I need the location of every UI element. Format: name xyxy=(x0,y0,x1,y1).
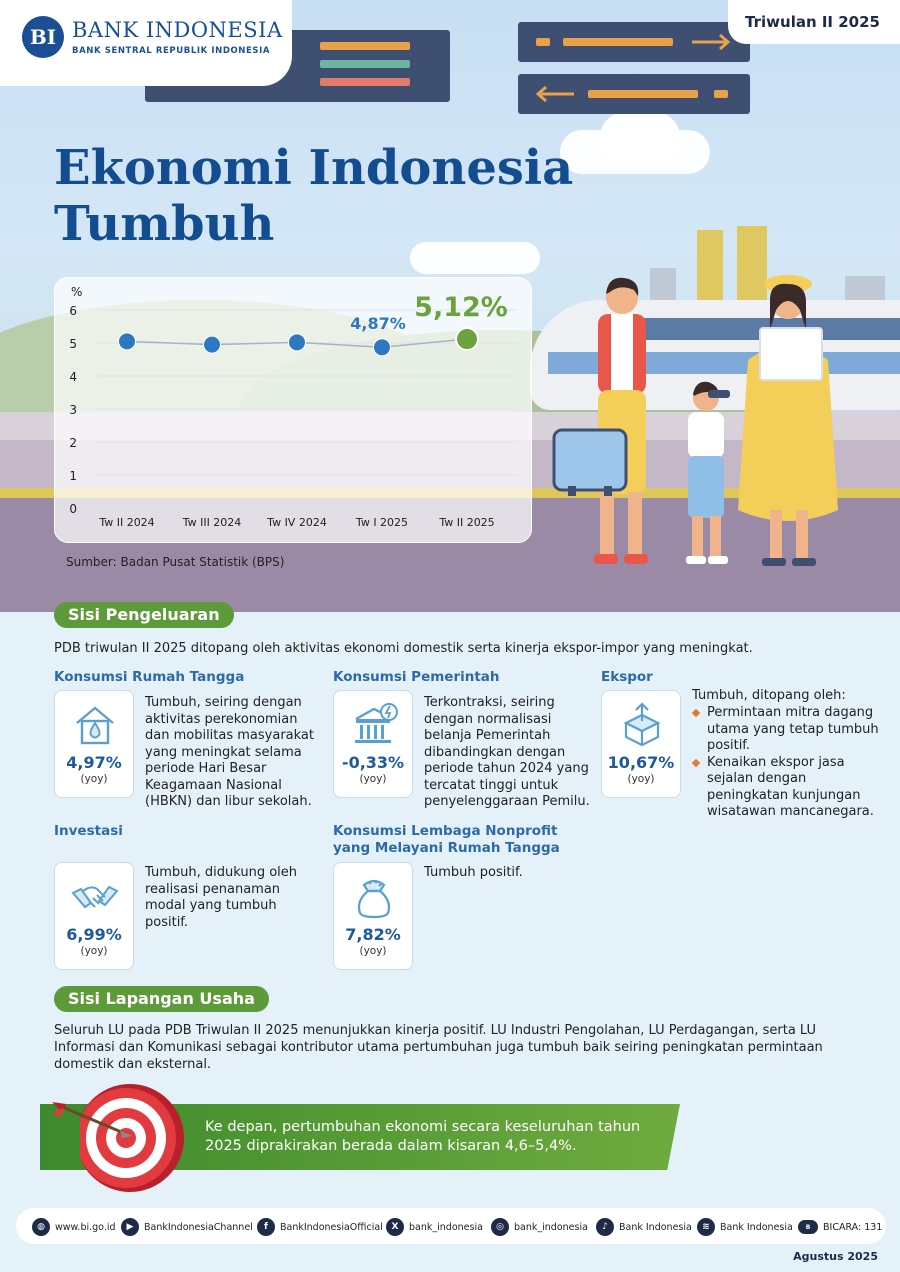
data-point xyxy=(289,334,306,351)
data-point xyxy=(456,328,478,350)
category-description: Tumbuh, seiring dengan aktivitas perekonomian dan mobilitas masyarakat yang meningkat selama periode Hari Besar Keagamaan Nasional (HBKN) dan libur sekolah. xyxy=(145,695,314,809)
category-description: Tumbuh, ditopang oleh: xyxy=(692,688,846,703)
gdp-growth-chart xyxy=(54,277,532,543)
stat-card xyxy=(54,690,134,798)
stat-card xyxy=(601,690,681,798)
bank-subtitle: BANK SENTRAL REPUBLIK INDONESIA xyxy=(72,46,271,56)
building xyxy=(845,276,885,300)
chart-source: Sumber: Badan Pusat Statistik (BPS) xyxy=(66,555,285,569)
globe-icon: ◍ xyxy=(32,1218,50,1236)
list-item: Kenaikan ekspor jasa sejalan dengan peningkatan kunjungan wisatawan mancanegara. xyxy=(692,755,882,821)
x-icon: X xyxy=(386,1218,404,1236)
category-description: Tumbuh positif. xyxy=(424,865,523,880)
arrow-right-icon xyxy=(690,32,734,52)
section-title-lapangan-usaha: Sisi Lapangan Usaha xyxy=(54,986,269,1012)
sack-icon xyxy=(350,873,398,921)
footer-link-label: Bank Indonesia xyxy=(619,1221,692,1233)
y-tick-label: 0 xyxy=(69,502,77,516)
data-label: 4,87% xyxy=(350,314,406,333)
x-tick-label: Tw III 2024 xyxy=(182,516,242,529)
category-title: Ekspor xyxy=(601,669,653,685)
footer-link-youtube[interactable] xyxy=(121,1217,253,1237)
stat-unit: (yoy) xyxy=(80,945,108,957)
category-description: Tumbuh, didukung oleh realisasi penanaman modal yang tumbuh positif. xyxy=(145,865,298,930)
spotify-icon: ≋ xyxy=(697,1218,715,1236)
tiktok-icon: ♪ xyxy=(596,1218,614,1236)
data-point xyxy=(119,333,136,350)
footer-link-instagram[interactable] xyxy=(491,1217,588,1237)
stat-unit: (yoy) xyxy=(80,773,108,785)
data-point xyxy=(374,339,391,356)
footer-link-label: Bank Indonesia xyxy=(720,1221,793,1233)
data-label: 5,12% xyxy=(414,292,508,323)
youtube-icon: ▶ xyxy=(121,1218,139,1236)
category-title: Konsumsi Pemerintah xyxy=(333,669,500,685)
stat-card xyxy=(54,862,134,970)
footer-link-spotify[interactable] xyxy=(697,1217,793,1237)
cloud xyxy=(600,112,680,162)
x-tick-label: Tw IV 2024 xyxy=(267,516,327,529)
period-label: Triwulan II 2025 xyxy=(745,13,880,31)
bicara-icon: B xyxy=(798,1220,818,1234)
y-tick-label: 6 xyxy=(69,304,77,318)
outlook-text: Ke depan, pertumbuhan ekonomi secara keseluruhan tahun 2025 diprakirakan berada dalam kisaran 4,6–5,4%. xyxy=(205,1119,641,1154)
stat-value: 6,99% xyxy=(66,925,122,944)
dart-icon xyxy=(50,1100,134,1142)
section-intro: PDB triwulan II 2025 ditopang oleh aktivitas ekonomi domestik serta kinerja ekspor-impor yang meningkat. xyxy=(54,641,753,656)
category-title: Konsumsi Rumah Tangga xyxy=(54,669,245,685)
publication-date: Agustus 2025 xyxy=(793,1250,878,1263)
footer-link-label: BankIndonesiaChannel xyxy=(144,1221,253,1233)
y-axis-unit-label: % xyxy=(71,285,83,299)
section-body: Seluruh LU pada PDB Triwulan II 2025 menunjukkan kinerja positif. LU Industri Pengolahan, LU Perdagangan, serta LU Informasi dan Komunikasi sebagai kontributor utama pertumbuhan juga tumbuh baik seiring peningkatan permintaan domestik dan eksternal. xyxy=(54,1023,823,1072)
footer-link-label: bank_indonesia xyxy=(514,1221,588,1233)
period-box xyxy=(728,0,900,44)
stat-value: 10,67% xyxy=(607,753,675,772)
list-item: Permintaan mitra dagang utama yang tetap tumbuh positif. xyxy=(692,705,882,755)
handshake-icon xyxy=(71,873,119,921)
y-tick-label: 4 xyxy=(69,370,77,384)
stat-value: -0,33% xyxy=(341,753,405,772)
facebook-icon: f xyxy=(257,1218,275,1236)
category-title: Konsumsi Lembaga Nonprofit yang Melayani Rumah Tangga xyxy=(333,823,560,856)
footer-link-website[interactable] xyxy=(32,1217,116,1237)
x-tick-label: Tw I 2025 xyxy=(355,516,409,529)
data-point xyxy=(204,336,221,353)
family-travelers-illustration xyxy=(548,270,848,572)
footer-link-label: BankIndonesiaOfficial xyxy=(280,1221,383,1233)
stat-card xyxy=(333,690,413,798)
category-description: Terkontraksi, seiring dengan normalisasi belanja Pemerintah dibandingkan dengan periode tahun 2024 yang tercatat tinggi untuk penyelenggaraan Pemilu. xyxy=(424,695,590,809)
footer-link-x[interactable] xyxy=(386,1217,483,1237)
house-water-icon xyxy=(71,701,119,749)
stat-card xyxy=(333,862,413,970)
arrow-left-icon xyxy=(532,84,576,104)
stat-unit: (yoy) xyxy=(359,945,387,957)
government-building-icon xyxy=(350,701,398,749)
export-box-icon xyxy=(618,701,666,749)
stat-unit: (yoy) xyxy=(359,773,387,785)
category-title: Investasi xyxy=(54,823,123,839)
line-chart xyxy=(55,278,533,544)
instagram-icon: ◎ xyxy=(491,1218,509,1236)
footer-link-tiktok[interactable] xyxy=(596,1217,692,1237)
bank-indonesia-logo: BI xyxy=(22,16,64,58)
y-tick-label: 1 xyxy=(69,469,77,483)
x-tick-label: Tw II 2025 xyxy=(439,516,495,529)
y-tick-label: 5 xyxy=(69,337,77,351)
footer-link-bicara[interactable] xyxy=(798,1217,882,1237)
y-tick-label: 2 xyxy=(69,436,77,450)
footer-link-facebook[interactable] xyxy=(257,1217,383,1237)
page-title: Ekonomi Indonesia Tumbuh xyxy=(54,140,574,252)
stat-value: 7,82% xyxy=(345,925,401,944)
y-tick-label: 3 xyxy=(69,403,77,417)
bank-name: BANK INDONESIA xyxy=(72,18,283,42)
footer-link-label: BICARA: 131 xyxy=(823,1221,883,1233)
footer-link-label: www.bi.go.id xyxy=(55,1221,116,1233)
export-bullet-list xyxy=(692,705,882,821)
section-title-pengeluaran: Sisi Pengeluaran xyxy=(54,602,234,628)
footer-link-label: bank_indonesia xyxy=(409,1221,483,1233)
stat-unit: (yoy) xyxy=(627,773,655,785)
logo-area xyxy=(0,0,292,86)
x-tick-label: Tw II 2024 xyxy=(99,516,155,529)
stat-value: 4,97% xyxy=(66,753,122,772)
